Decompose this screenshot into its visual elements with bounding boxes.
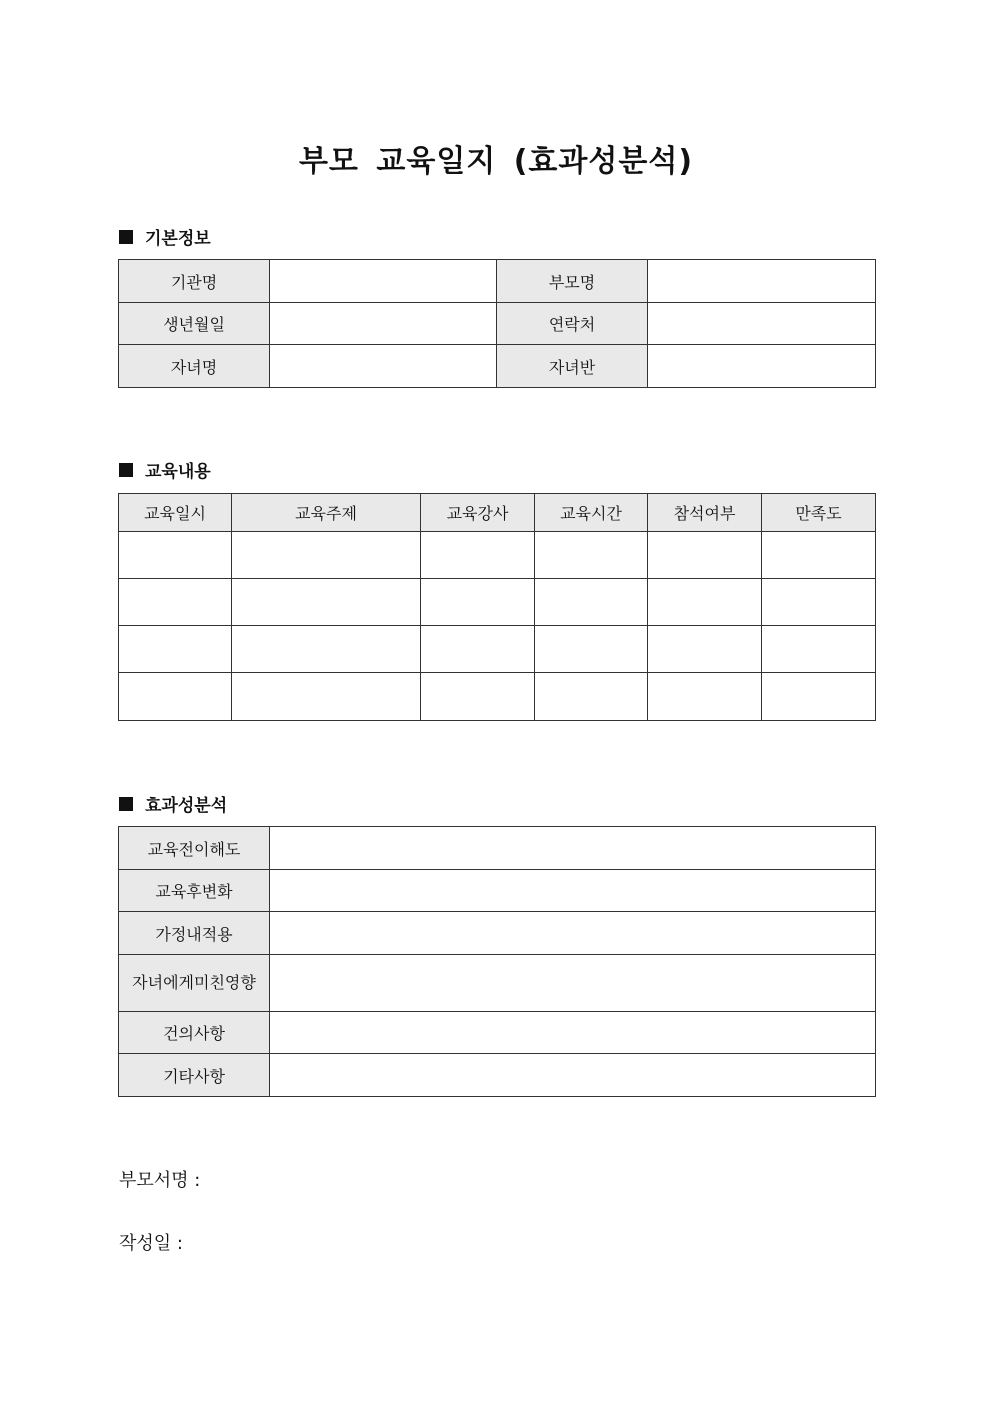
table-cell[interactable] (762, 626, 876, 673)
table-cell[interactable] (535, 673, 648, 721)
table-cell[interactable] (232, 626, 421, 673)
square-bullet-icon (119, 797, 133, 811)
table-cell[interactable] (119, 673, 232, 721)
table-cell[interactable] (421, 579, 535, 626)
column-header-topic: 교육주제 (232, 494, 421, 532)
table-row (119, 579, 876, 626)
table-row (119, 870, 876, 912)
institution-field[interactable] (270, 260, 497, 303)
square-bullet-icon (119, 463, 133, 477)
table-row (119, 345, 876, 388)
section-heading-label: 효과성분석 (145, 796, 228, 816)
suggestions-field[interactable] (270, 1012, 876, 1054)
child-impact-field[interactable] (270, 955, 876, 1012)
table-cell[interactable] (648, 626, 762, 673)
table-cell[interactable] (648, 673, 762, 721)
table-row (119, 532, 876, 579)
other-notes-field[interactable] (270, 1054, 876, 1097)
parent-name-field[interactable] (648, 260, 876, 303)
label-child-class: 자녀반 (497, 345, 648, 388)
column-header-instructor: 교육강사 (421, 494, 535, 532)
date-written-label: 작성일 : (119, 1233, 183, 1254)
column-header-date: 교육일시 (119, 494, 232, 532)
home-application-field[interactable] (270, 912, 876, 955)
post-change-field[interactable] (270, 870, 876, 912)
label-institution: 기관명 (119, 260, 270, 303)
child-name-field[interactable] (270, 345, 497, 388)
label-contact: 연락처 (497, 303, 648, 345)
table-cell[interactable] (535, 532, 648, 579)
column-header-duration: 교육시간 (535, 494, 648, 532)
education-table (118, 493, 876, 721)
label-pre-understanding: 교육전이해도 (119, 827, 270, 870)
table-row (119, 260, 876, 303)
section-heading-label: 교육내용 (145, 462, 211, 482)
page-title: 부모 교육일지 (효과성분석) (298, 144, 694, 179)
column-header-attendance: 참석여부 (648, 494, 762, 532)
label-post-change: 교육후변화 (119, 870, 270, 912)
table-row (119, 626, 876, 673)
table-cell[interactable] (421, 626, 535, 673)
table-cell[interactable] (762, 673, 876, 721)
table-header-row (119, 494, 876, 532)
label-parent-name: 부모명 (497, 260, 648, 303)
column-header-satisfaction: 만족도 (762, 494, 876, 532)
label-child-name: 자녀명 (119, 345, 270, 388)
table-row (119, 673, 876, 721)
table-cell[interactable] (232, 579, 421, 626)
parent-signature-label: 부모서명 : (119, 1170, 201, 1191)
table-cell[interactable] (119, 579, 232, 626)
table-row (119, 827, 876, 870)
section-heading-education (119, 457, 211, 482)
contact-field[interactable] (648, 303, 876, 345)
table-cell[interactable] (119, 532, 232, 579)
table-cell[interactable] (119, 626, 232, 673)
child-class-field[interactable] (648, 345, 876, 388)
label-other-notes: 기타사항 (119, 1054, 270, 1097)
table-cell[interactable] (421, 673, 535, 721)
table-cell[interactable] (648, 532, 762, 579)
table-row (119, 303, 876, 345)
table-cell[interactable] (421, 532, 535, 579)
table-cell[interactable] (232, 532, 421, 579)
label-suggestions: 건의사항 (119, 1012, 270, 1054)
section-heading-effect-analysis (119, 791, 227, 816)
table-cell[interactable] (762, 532, 876, 579)
section-heading-label: 기본정보 (145, 229, 211, 249)
effect-analysis-table (118, 826, 876, 1097)
table-cell[interactable] (762, 579, 876, 626)
table-cell[interactable] (535, 626, 648, 673)
label-child-impact: 자녀에게미친영향 (119, 955, 270, 1012)
table-row (119, 955, 876, 1012)
square-bullet-icon (119, 230, 133, 244)
table-cell[interactable] (535, 579, 648, 626)
table-row (119, 1012, 876, 1054)
label-home-application: 가정내적용 (119, 912, 270, 955)
basic-info-table (118, 259, 876, 388)
birthdate-field[interactable] (270, 303, 497, 345)
table-row (119, 912, 876, 955)
label-birthdate: 생년월일 (119, 303, 270, 345)
pre-understanding-field[interactable] (270, 827, 876, 870)
table-row (119, 1054, 876, 1097)
table-cell[interactable] (648, 579, 762, 626)
section-heading-basic-info (119, 224, 211, 249)
table-cell[interactable] (232, 673, 421, 721)
